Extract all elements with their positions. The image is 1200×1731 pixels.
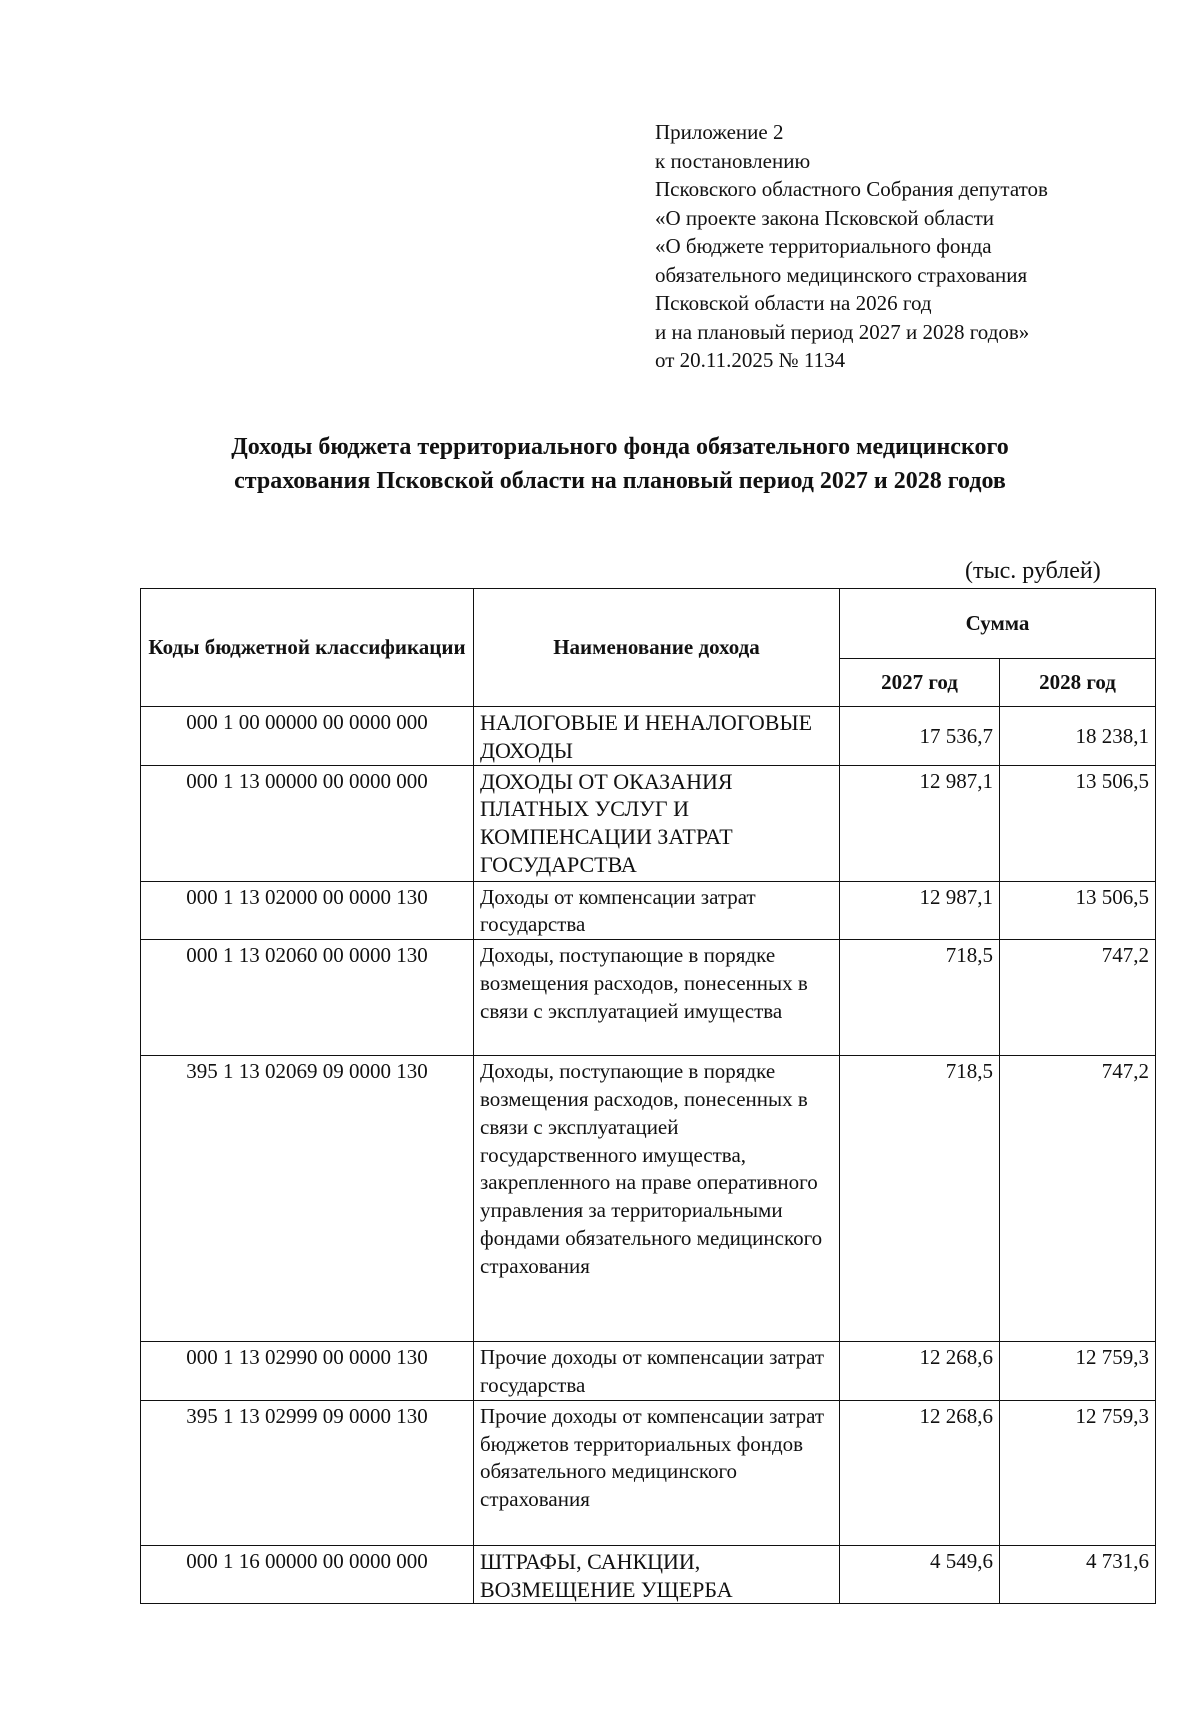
row-2027: 12 268,6 [840, 1342, 1000, 1401]
row-name: Доходы от компенсации затрат государства [474, 881, 840, 940]
row-code: 395 1 13 02999 09 0000 130 [141, 1400, 474, 1545]
row-2027: 718,5 [840, 940, 1000, 1056]
appendix-line: обязательного медицинского страхования [655, 262, 1028, 287]
row-name: НАЛОГОВЫЕ И НЕНАЛОГОВЫЕ ДОХОДЫ [474, 707, 840, 766]
row-code: 395 1 13 02069 09 0000 130 [141, 1056, 474, 1342]
header-2028: 2028 год [1000, 659, 1156, 707]
row-name: Доходы, поступающие в порядке возмещения расходов, понесенных в связи с эксплуатацией имущества [474, 940, 840, 1056]
table-row [141, 1342, 1156, 1401]
document-title [120, 430, 1120, 498]
title-line-2: страхования Псковской области на плановый период 2027 и 2028 годов [234, 468, 1006, 494]
row-2027: 12 268,6 [840, 1400, 1000, 1545]
header-name: Наименование дохода [474, 589, 840, 707]
table-row [141, 940, 1156, 1056]
income-table [140, 588, 1156, 1604]
appendix-line: и на плановый период 2027 и 2028 годов» [655, 319, 1030, 344]
row-2028: 13 506,5 [1000, 881, 1156, 940]
row-code: 000 1 16 00000 00 0000 000 [141, 1545, 474, 1604]
row-2027: 12 987,1 [840, 881, 1000, 940]
appendix-line: к постановлению [655, 148, 811, 173]
row-name: Прочие доходы от компенсации затрат бюджетов территориальных фондов обязательного медицинского страхования [474, 1400, 840, 1545]
appendix-line: от 20.11.2025 № 1134 [655, 348, 846, 372]
row-2028: 13 506,5 [1000, 765, 1156, 881]
appendix-block [655, 118, 1048, 375]
table-row [141, 1400, 1156, 1545]
table-row [141, 881, 1156, 940]
row-name: ДОХОДЫ ОТ ОКАЗАНИЯ ПЛАТНЫХ УСЛУГ И КОМПЕНСАЦИИ ЗАТРАТ ГОСУДАРСТВА [474, 765, 840, 881]
row-code: 000 1 00 00000 00 0000 000 [141, 707, 474, 766]
header-row [141, 589, 1156, 659]
row-2028: 4 731,6 [1000, 1545, 1156, 1604]
appendix-line: Псковской области на 2026 год [655, 291, 932, 315]
table-row [141, 765, 1156, 881]
row-name: ШТРАФЫ, САНКЦИИ, ВОЗМЕЩЕНИЕ УЩЕРБА [474, 1545, 840, 1604]
title-line-1: Доходы бюджета территориального фонда обязательного медицинского [231, 434, 1009, 460]
table-row [141, 1545, 1156, 1604]
row-name: Прочие доходы от компенсации затрат государства [474, 1342, 840, 1401]
row-2028: 747,2 [1000, 1056, 1156, 1342]
row-2028: 747,2 [1000, 940, 1156, 1056]
row-code: 000 1 13 02990 00 0000 130 [141, 1342, 474, 1401]
appendix-line: «О проекте закона Псковской области [655, 205, 995, 230]
row-name: Доходы, поступающие в порядке возмещения расходов, понесенных в связи с эксплуатацией государственного имущества, закрепленного на праве оперативного управления за территориальными фондами обязательного медицинского страхования [474, 1056, 840, 1342]
table-row [141, 707, 1156, 766]
appendix-line: «О бюджете территориального фонда [655, 234, 992, 258]
appendix-line: Псковского областного Собрания депутатов [655, 177, 1048, 201]
row-2027: 12 987,1 [840, 765, 1000, 881]
header-codes: Коды бюджетной классификации [141, 589, 474, 707]
row-2028: 12 759,3 [1000, 1400, 1156, 1545]
units-label: (тыс. рублей) [965, 558, 1101, 584]
header-sum: Сумма [840, 589, 1156, 659]
row-2027: 718,5 [840, 1056, 1000, 1342]
row-2027: 4 549,6 [840, 1545, 1000, 1604]
table-row [141, 1056, 1156, 1342]
row-2028: 18 238,1 [1000, 707, 1156, 766]
row-2028: 12 759,3 [1000, 1342, 1156, 1401]
row-code: 000 1 13 00000 00 0000 000 [141, 765, 474, 881]
row-code: 000 1 13 02060 00 0000 130 [141, 940, 474, 1056]
row-2027: 17 536,7 [840, 707, 1000, 766]
header-2027: 2027 год [840, 659, 1000, 707]
row-code: 000 1 13 02000 00 0000 130 [141, 881, 474, 940]
appendix-line: Приложение 2 [655, 120, 784, 144]
